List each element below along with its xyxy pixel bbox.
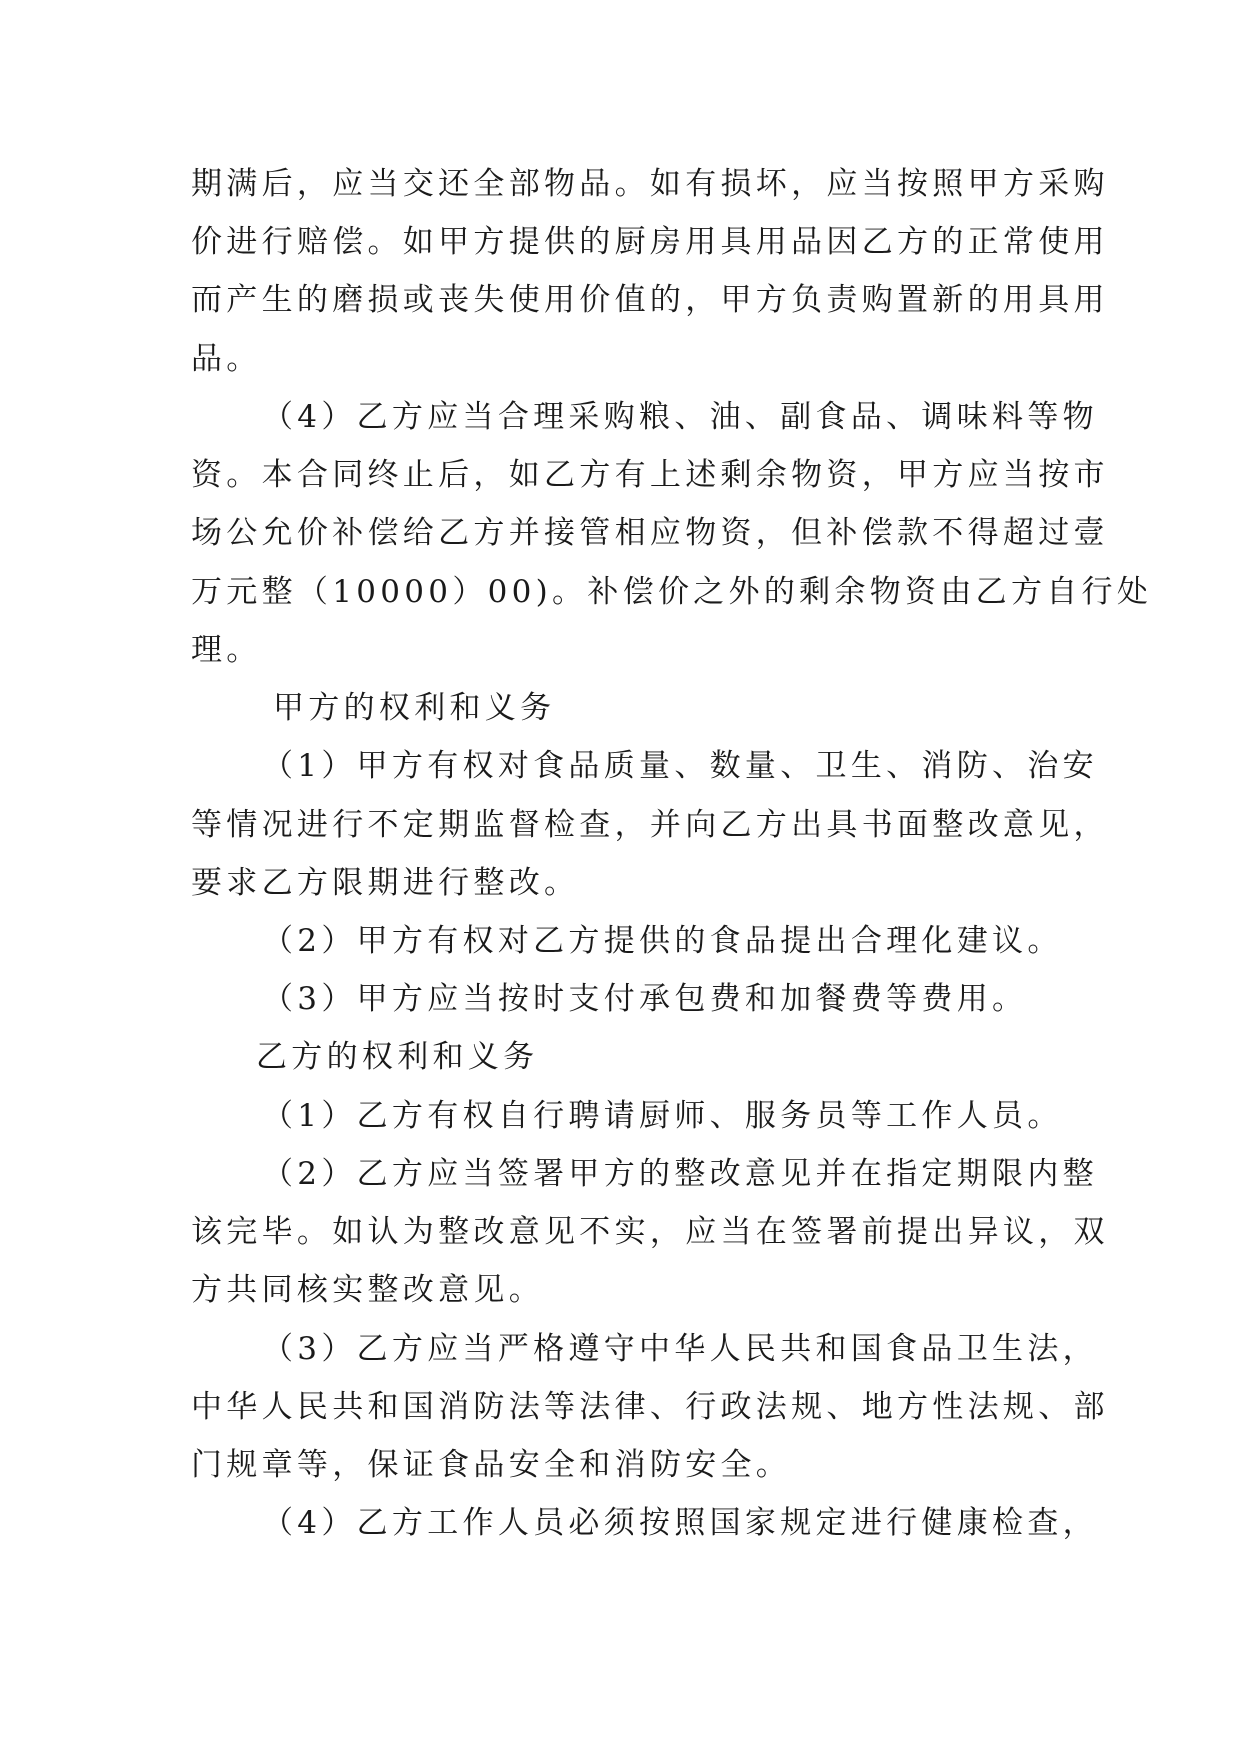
text-line: 中华人民共和国消防法等法律、行政法规、地方性法规、部	[191, 1389, 1109, 1425]
text-line: 等情况进行不定期监督检查，并向乙方出具书面整改意见，	[191, 807, 1109, 843]
text-line: 该完毕。如认为整改意见不实，应当在签署前提出异议，双	[191, 1214, 1109, 1250]
section-heading-party-a: 甲方的权利和义务	[273, 690, 556, 726]
text-line: 理。	[191, 632, 262, 668]
text-line: 场公允价补偿给乙方并接管相应物资，但补偿款不得超过壹	[191, 515, 1109, 551]
text-line: 万元整（10000）00)。补偿价之外的剩余物资由乙方自行处	[191, 574, 1153, 610]
text-line: 方共同核实整改意见。	[191, 1272, 544, 1308]
text-line: 资。本合同终止后，如乙方有上述剩余物资，甲方应当按市	[191, 457, 1109, 493]
text-line: 门规章等，保证食品安全和消防安全。	[191, 1447, 792, 1483]
text-line: （1）乙方有权自行聘请厨师、服务员等工作人员。	[262, 1098, 1063, 1134]
text-line: 而产生的磨损或丧失使用价值的，甲方负责购置新的用具用	[191, 282, 1109, 318]
section-heading-party-b: 乙方的权利和义务	[256, 1039, 539, 1075]
text-line: 价进行赔偿。如甲方提供的厨房用具用品因乙方的正常使用	[191, 224, 1109, 260]
text-line: （2）甲方有权对乙方提供的食品提出合理化建议。	[262, 923, 1063, 959]
text-line: （4）乙方应当合理采购粮、油、副食品、调味料等物	[262, 399, 1098, 435]
text-line: （2）乙方应当签署甲方的整改意见并在指定期限内整	[262, 1156, 1098, 1192]
text-line: （3）乙方应当严格遵守中华人民共和国食品卫生法，	[262, 1331, 1098, 1367]
text-line: 期满后，应当交还全部物品。如有损坏，应当按照甲方采购	[191, 166, 1109, 202]
text-line: 品。	[191, 341, 262, 377]
text-line: （1）甲方有权对食品质量、数量、卫生、消防、治安	[262, 748, 1098, 784]
text-line: 要求乙方限期进行整改。	[191, 865, 580, 901]
text-line: （4）乙方工作人员必须按照国家规定进行健康检查，	[262, 1505, 1098, 1541]
text-line: （3）甲方应当按时支付承包费和加餐费等费用。	[262, 981, 1028, 1017]
